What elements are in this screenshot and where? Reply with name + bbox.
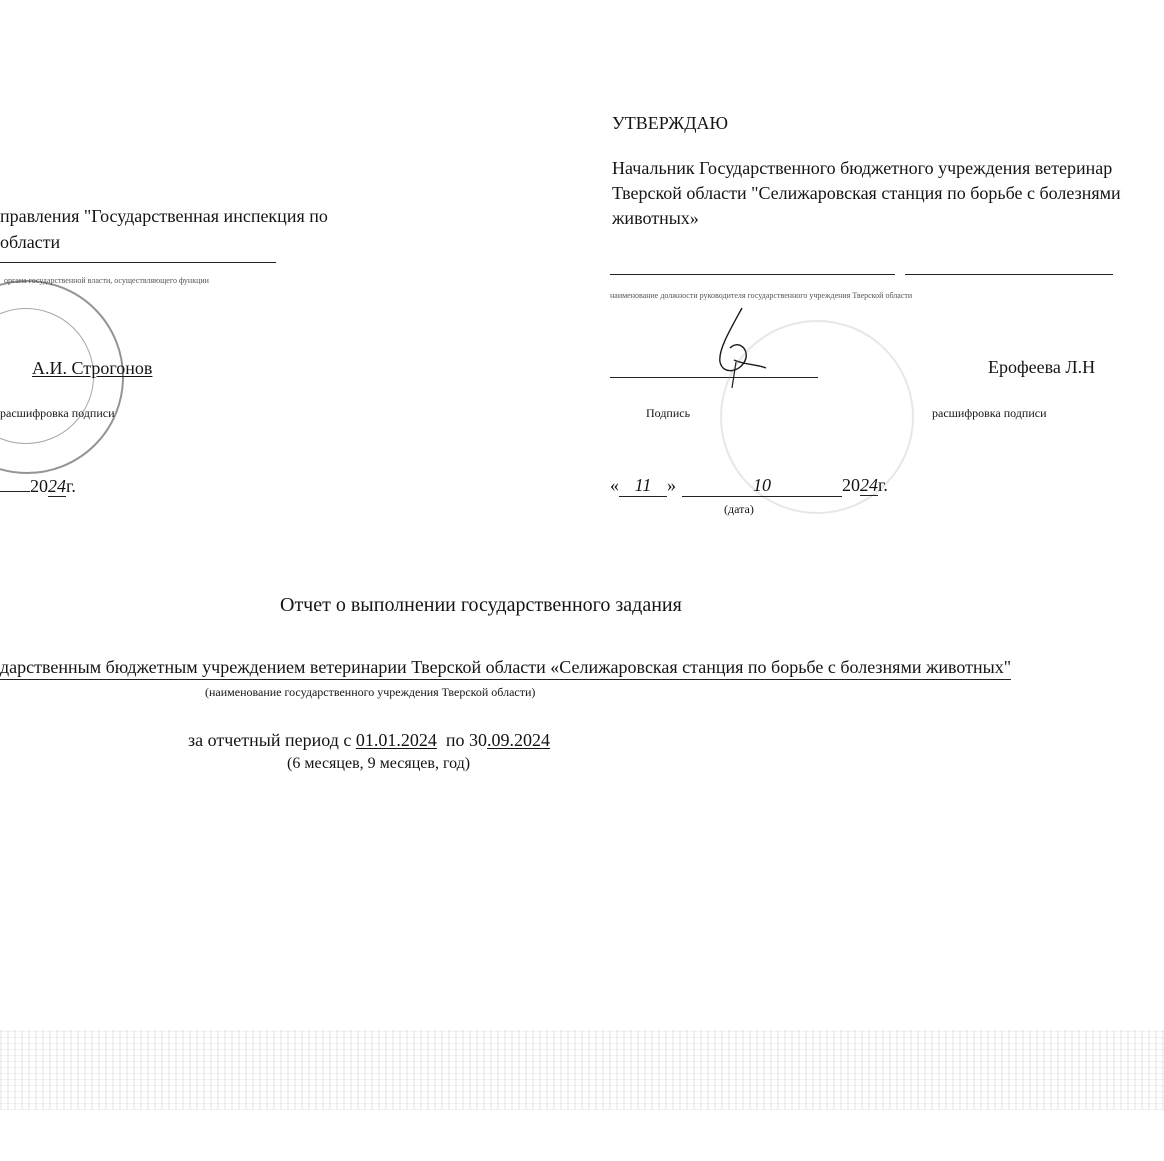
date-month-handwritten: 10 [682,475,842,497]
position-line1: Начальник Государственного бюджетного учреждения ветеринар [612,158,1113,178]
left-date-century: 20 [30,476,48,496]
date-century: 20 [842,475,860,495]
right-signer-name: Ерофеева Л.Н [988,357,1096,377]
org-name: дарственным бюджетным учреждением ветеринарии Тверской области «Селижаровская станция по борьбе с болезнями животных" [0,657,1011,680]
reporting-period [188,730,550,751]
date-day-handwritten: 11 [619,475,667,497]
date-close-quote: » [667,475,676,495]
period-prefix: за отчетный период с [188,730,352,750]
position-rule-a [610,274,895,275]
period-from: 01.01.2024 [355,730,437,750]
left-heading-rule [0,262,276,263]
org-caption: (наименование государственного учреждения Тверской области) [205,685,536,699]
date-suffix: г. [878,475,888,495]
left-signer-name: А.И. Строгонов [32,358,153,378]
date-open-quote: « [610,475,619,495]
right-signer-caption: расшифровка подписи [932,406,1047,420]
right-caption-small: наименование должности руководителя государственного учреждения Тверской области [610,291,913,300]
date-caption: (дата) [724,502,754,516]
scan-artifact-band [0,1030,1164,1110]
report-title: Отчет о выполнении государственного задания [280,594,682,616]
signature-caption: Подпись [646,406,691,420]
approve-label: УТВЕРЖДАЮ [612,113,729,133]
left-heading-line1: правления "Государственная инспекция по [0,206,328,226]
left-signer-caption: расшифровка подписи [0,406,115,420]
left-heading-line2: области [0,232,61,252]
position-line3: животных» [612,208,699,228]
left-date [0,476,76,497]
left-date-suffix: г. [66,476,76,496]
period-to: .09.2024 [487,730,551,750]
right-date [610,475,888,497]
position-line2: Тверской области "Селижаровская станция по борьбе с болезнями [612,183,1121,203]
position-rule-b [905,274,1113,275]
period-caption: (6 месяцев, 9 месяцев, год) [287,755,471,772]
left-caption-small: органа государственной власти, осуществляющего функции [4,276,209,285]
period-to-prefix: по 30 [445,730,488,750]
left-date-year-handwritten: 24 [48,476,66,496]
date-year-handwritten: 24 [860,475,878,495]
